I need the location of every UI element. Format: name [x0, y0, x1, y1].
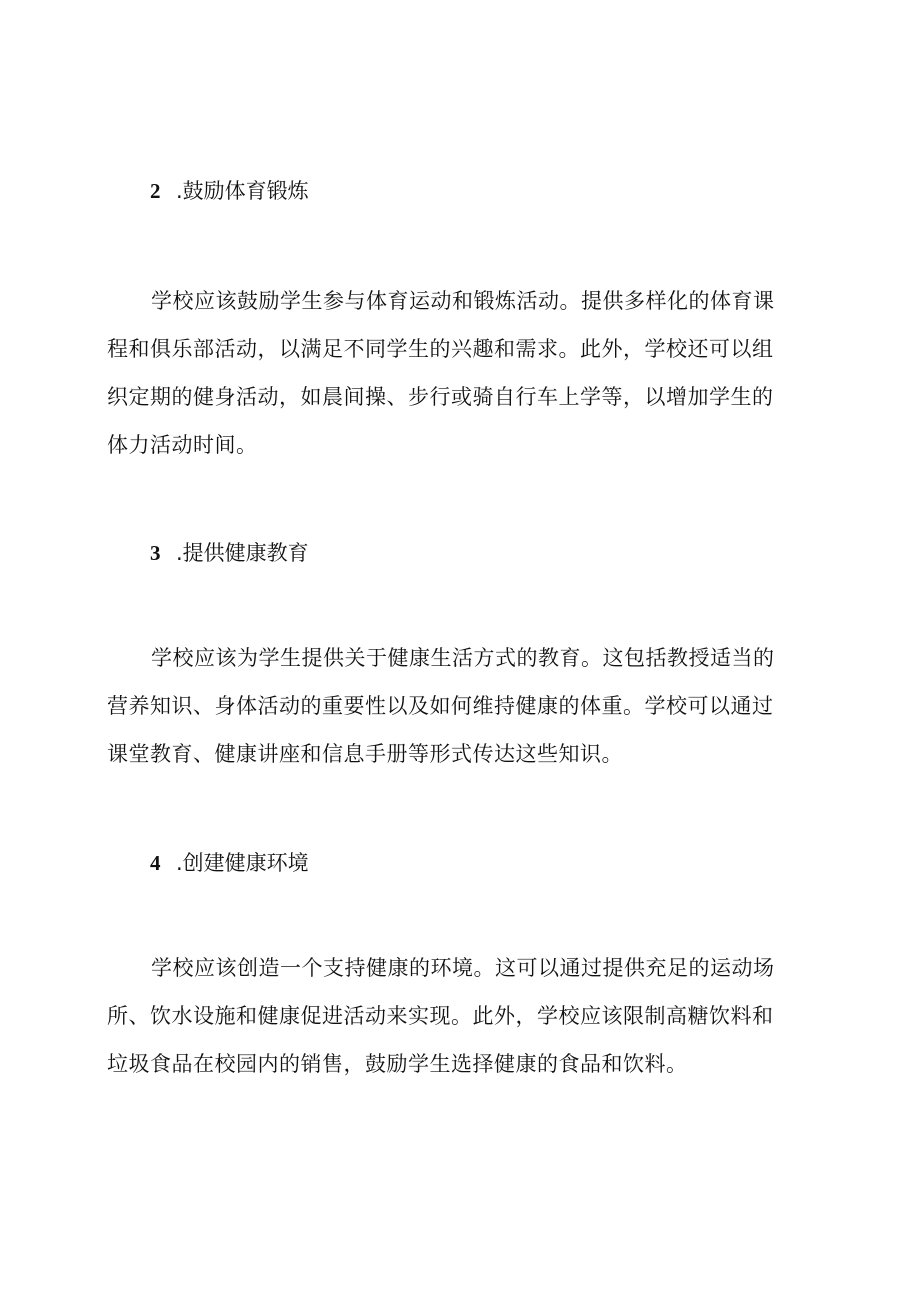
section-paragraph-4 [107, 944, 825, 1088]
paragraph-line: 所、饮水设施和健康促进活动来实现。此外，学校应该限制高糖饮料和 [107, 1004, 774, 1028]
section-paragraph-3 [107, 634, 825, 778]
paragraph-line: 营养知识、身体活动的重要性以及如何维持健康的体重。学校可以通过 [107, 694, 774, 718]
paragraph-line: 体力活动时间。 [107, 433, 258, 457]
section-number: 2 [150, 179, 161, 203]
section-number: 3 [150, 541, 161, 565]
section-heading-2 [150, 176, 309, 206]
section-title: .提供健康教育 [176, 541, 309, 565]
section-title: .鼓励体育锻炼 [176, 179, 309, 203]
section-number: 4 [150, 851, 161, 875]
section-heading-4 [150, 848, 309, 878]
paragraph-line: 课堂教育、健康讲座和信息手册等形式传达这些知识。 [107, 742, 623, 766]
paragraph-line: 程和俱乐部活动，以满足不同学生的兴趣和需求。此外，学校还可以组 [107, 337, 774, 361]
paragraph-line: 学校应该创造一个支持健康的环境。这可以通过提供充足的运动场 [151, 956, 775, 980]
section-heading-3 [150, 538, 309, 568]
section-paragraph-2 [107, 277, 825, 469]
paragraph-line: 学校应该鼓励学生参与体育运动和锻炼活动。提供多样化的体育课 [151, 289, 775, 313]
paragraph-line: 学校应该为学生提供关于健康生活方式的教育。这包括教授适当的 [151, 646, 775, 670]
section-title: .创建健康环境 [176, 851, 309, 875]
paragraph-line: 织定期的健身活动，如晨间操、步行或骑自行车上学等，以增加学生的 [107, 385, 774, 409]
paragraph-line: 垃圾食品在校园内的销售，鼓励学生选择健康的食品和饮料。 [107, 1052, 688, 1076]
